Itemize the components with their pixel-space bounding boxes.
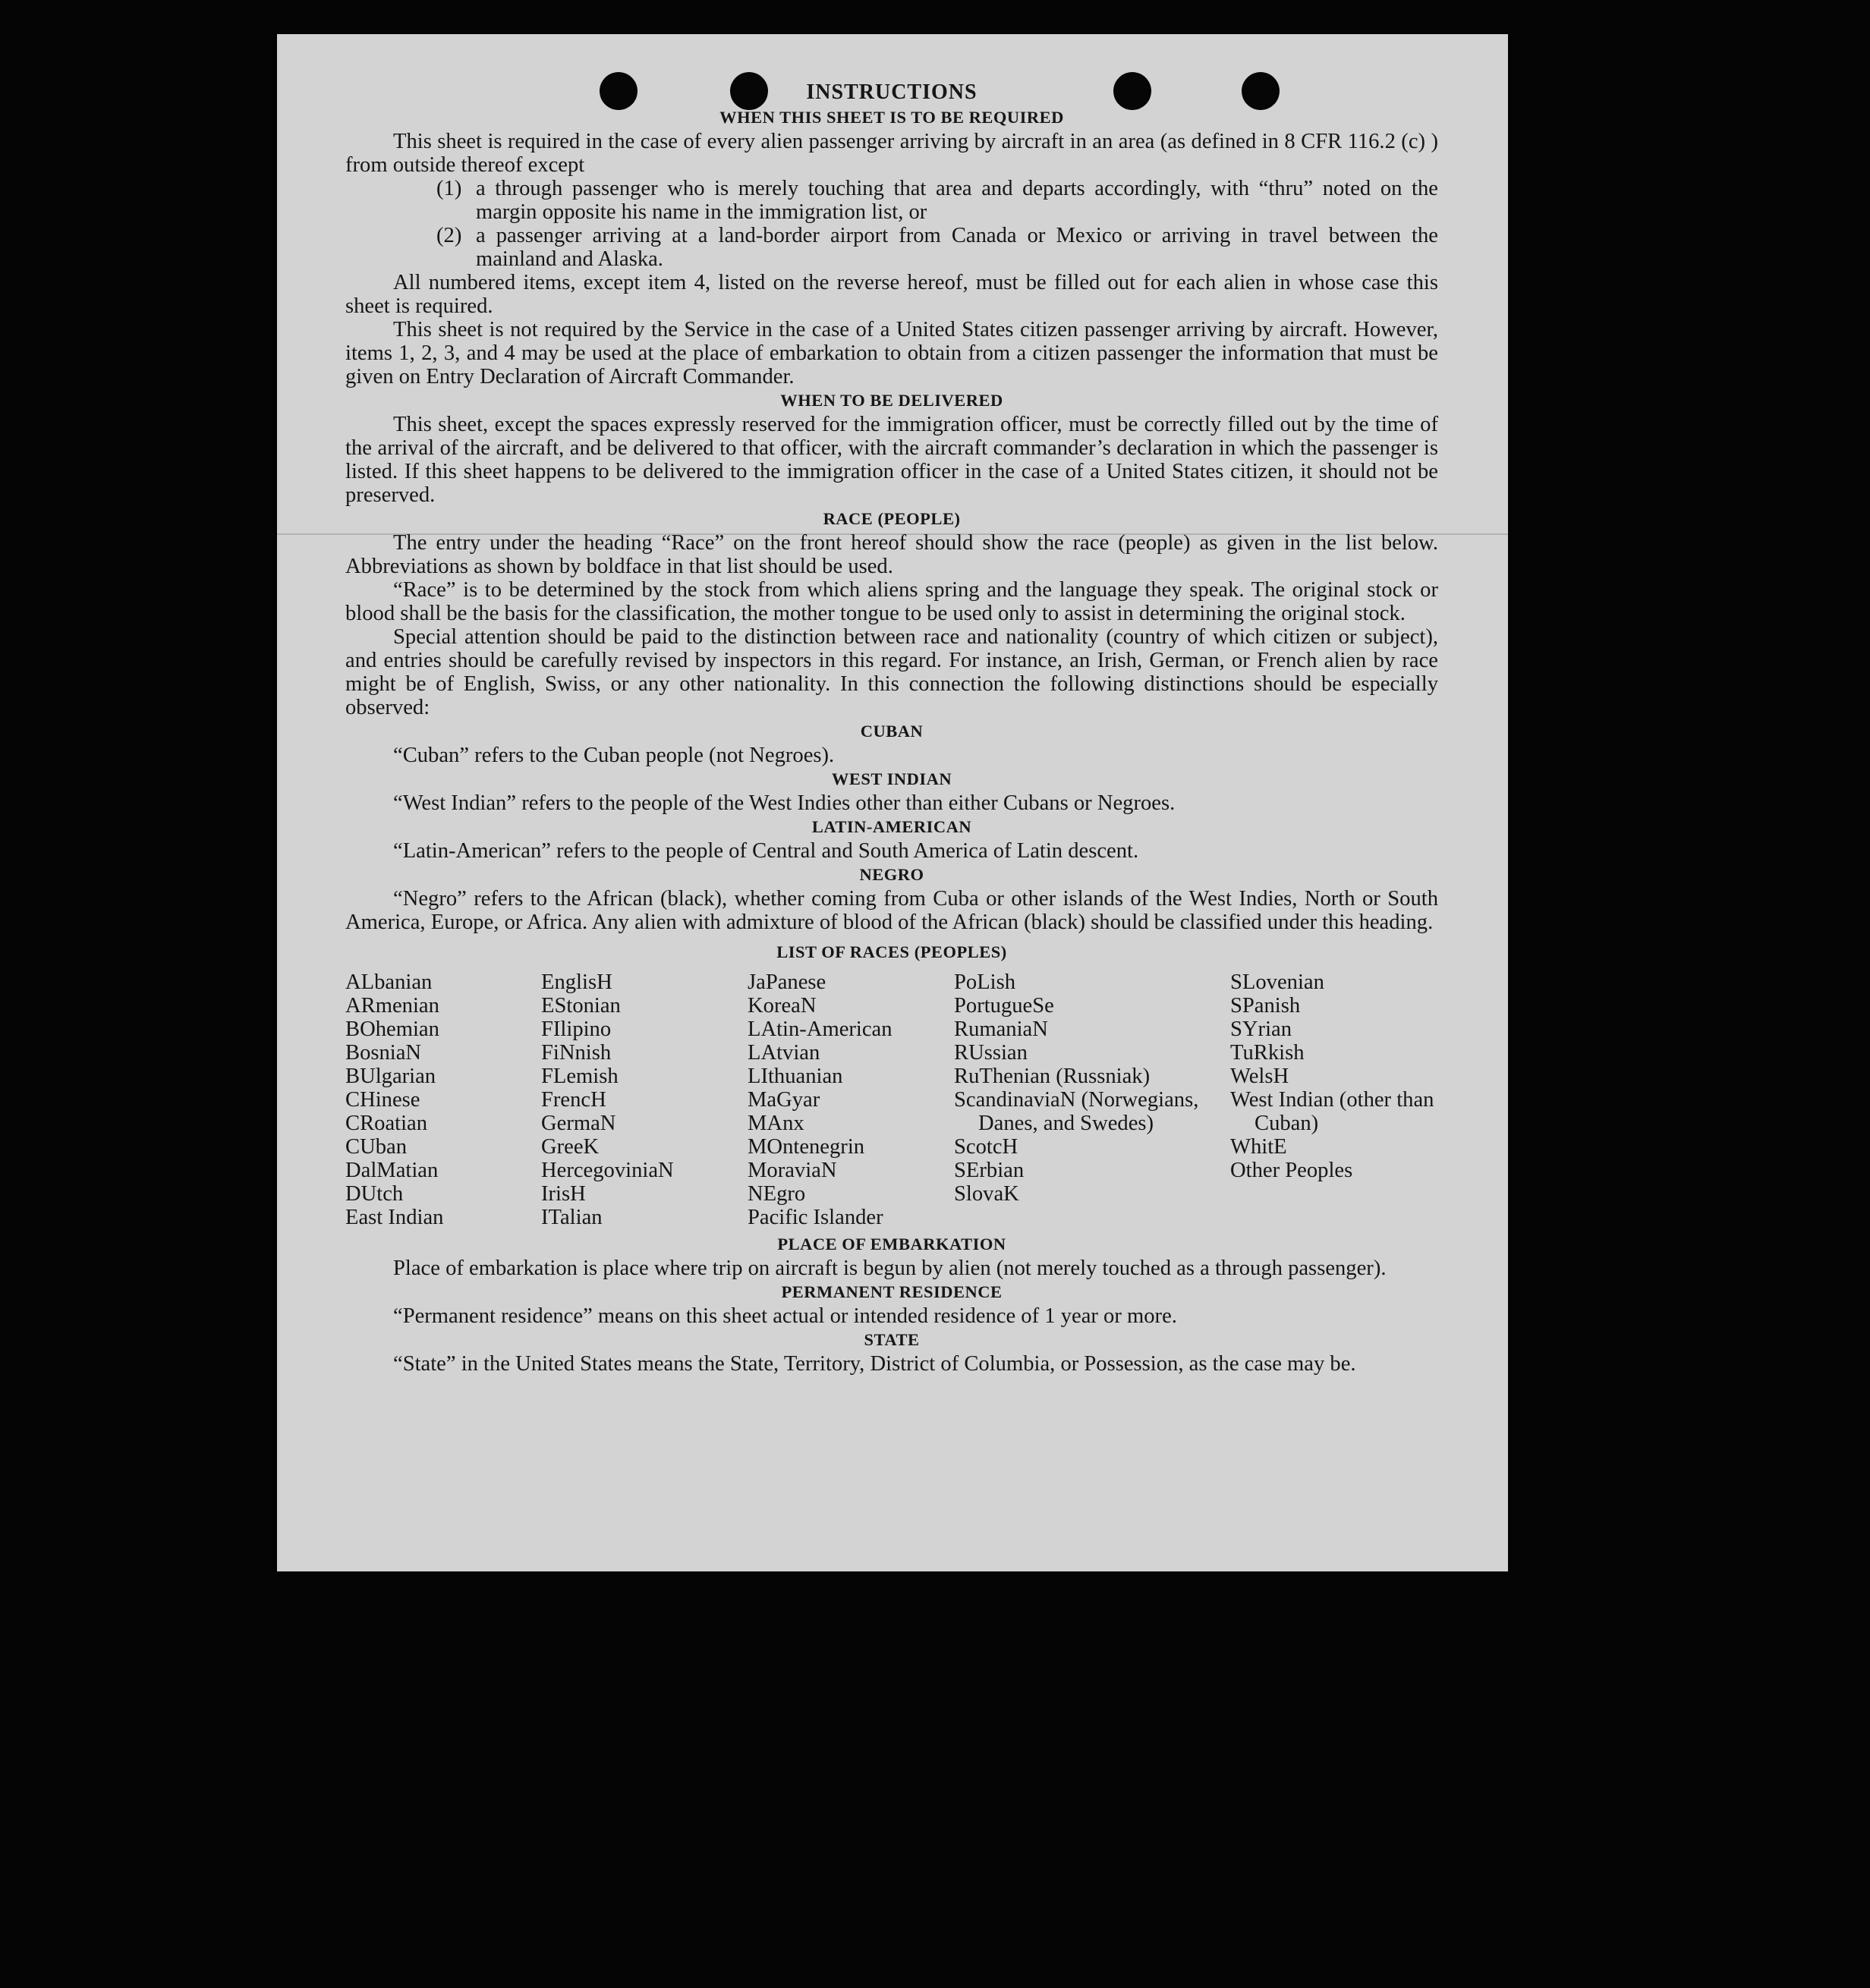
sheet-content [345, 80, 1438, 1376]
race-entry: Pacific Islander [748, 1206, 883, 1229]
race-entry: EStonian [541, 994, 621, 1018]
race-entry: MoraviaN [748, 1159, 837, 1182]
race-entry: ARmenian [345, 994, 439, 1018]
race-entry: ALbanian [345, 970, 433, 994]
paragraph-race-stock: “Race” is to be determined by the stock from which aliens spring and the language they speak. The original stock or blood shall be the basis for the classification, the mother tongue to be used only to assist in determining the original stock. [345, 578, 1438, 625]
race-entry: HercegoviniaN [541, 1159, 674, 1182]
distinction-heading: LATIN-AMERICAN [811, 817, 972, 836]
races-list [345, 970, 1438, 1229]
race-entry: CUban [345, 1135, 408, 1159]
races-column [748, 970, 954, 1229]
race-entry: SErbian [954, 1159, 1025, 1182]
section-heading-state: STATE [864, 1330, 920, 1349]
races-list-heading: LIST OF RACES (PEOPLES) [776, 942, 1007, 961]
section-heading-required: WHEN THIS SHEET IS TO BE REQUIRED [719, 108, 1064, 127]
race-entry: WelsH [1230, 1065, 1289, 1088]
race-entry: BUlgarian [345, 1065, 436, 1088]
race-entry: CHinese [345, 1088, 420, 1112]
race-entry: PortugueSe [954, 994, 1054, 1018]
paragraph-state: “State” in the United States means the State, Territory, District of Columbia, or Possession, as the case may be. [393, 1352, 1356, 1376]
section-heading-embarkation: PLACE OF EMBARKATION [777, 1235, 1006, 1254]
race-entry: DalMatian [345, 1159, 439, 1182]
race-entry: NEgro [748, 1182, 806, 1206]
race-entry: CRoatian [345, 1112, 428, 1135]
instruction-sheet [277, 34, 1508, 1571]
exception-text: a passenger arriving at a land-border airport from Canada or Mexico or arriving in travel between the mainland and Alaska. [476, 224, 1438, 271]
distinction-heading: CUBAN [860, 722, 924, 741]
race-entry: GreeK [541, 1135, 600, 1159]
race-entry: TuRkish [1230, 1041, 1305, 1065]
races-column [345, 970, 541, 1229]
race-entry: SYrian [1230, 1018, 1292, 1041]
exception-text: a through passenger who is merely touching that area and departs accordingly, with “thru” noted on the margin opposite his name in the immigration list, or [476, 177, 1438, 224]
paragraph-numbered-items: All numbered items, except item 4, listed on the reverse hereof, must be filled out for each alien in whose case this sheet is required. [345, 271, 1438, 318]
race-entry: PoLish [954, 970, 1016, 994]
race-entry: BOhemian [345, 1018, 439, 1041]
page-title: INSTRUCTIONS [806, 80, 978, 104]
paragraph-race-nationality: Special attention should be paid to the distinction between race and nationality (country of which citizen or subject), and entries should be carefully revised by inspectors in this regard. For instance, an Irish, German, or French alien by race might be of English, Swiss, or any other nationality. In this connection the following distinctions should be especially observed: [345, 625, 1438, 719]
race-entry: RUssian [954, 1041, 1028, 1065]
race-entry: SlovaK [954, 1182, 1019, 1206]
race-entry: IrisH [541, 1182, 586, 1206]
exception-item [345, 224, 1438, 271]
race-entry: RumaniaN [954, 1018, 1048, 1041]
race-entry: LAtvian [748, 1041, 820, 1065]
race-entry: BosniaN [345, 1041, 422, 1065]
race-entry: LAtin-American [748, 1018, 892, 1041]
races-column [541, 970, 748, 1229]
race-entry: JaPanese [748, 970, 826, 994]
paragraph-required: This sheet is required in the case of every alien passenger arriving by aircraft in an area (as defined in 8 CFR 116.2 (c) ) from outside thereof except [345, 130, 1438, 177]
race-entry: MOntenegrin [748, 1135, 865, 1159]
distinction-text: “Negro” refers to the African (black), whether coming from Cuba or other islands of the West Indies, North or South America, Europe, or Africa. Any alien with admixture of blood of the African (black) should be classified under this heading. [345, 887, 1438, 934]
race-entry: RuThenian (Russniak) [954, 1065, 1151, 1088]
races-column [1230, 970, 1438, 1229]
distinction-heading: NEGRO [859, 865, 924, 884]
exception-number: (1) [436, 177, 462, 200]
race-entry: SPanish [1230, 994, 1301, 1018]
distinction-text: “Cuban” refers to the Cuban people (not Negroes). [393, 744, 835, 767]
race-entry: GermaN [541, 1112, 616, 1135]
exception-item [345, 177, 1438, 224]
race-entry: KoreaN [748, 994, 817, 1018]
distinction-text: “Latin-American” refers to the people of Central and South America of Latin descent. [393, 839, 1139, 863]
paragraph-delivered: This sheet, except the spaces expressly reserved for the immigration officer, must be correctly filled out by the time of the arrival of the aircraft, and be delivered to that officer, with the aircraft commander’s declaration in which the passenger is listed. If this sheet happens to be delivered to the immigration officer in the case of a United States citizen, it should not be preserved. [345, 413, 1438, 507]
section-heading-race: RACE (PEOPLE) [823, 509, 961, 528]
race-entry: FrencH [541, 1088, 606, 1112]
race-entry: ScotcH [954, 1135, 1018, 1159]
race-entry: East Indian [345, 1206, 444, 1229]
exception-number: (2) [436, 224, 462, 247]
race-entry: WhitE [1230, 1135, 1287, 1159]
race-entry: EnglisH [541, 970, 612, 994]
race-entry: LIthuanian [748, 1065, 843, 1088]
section-heading-delivered: WHEN TO BE DELIVERED [780, 391, 1003, 410]
race-entry: FLemish [541, 1065, 619, 1088]
section-heading-residence: PERMANENT RESIDENCE [781, 1282, 1003, 1301]
distinction-heading: WEST INDIAN [831, 769, 952, 788]
race-entry: FIlipino [541, 1018, 612, 1041]
paragraph-embarkation: Place of embarkation is place where trip on aircraft is begun by alien (not merely touched as a through passenger). [393, 1257, 1387, 1280]
race-entry: Other Peoples [1230, 1159, 1353, 1182]
distinction-text: “West Indian” refers to the people of the West Indies other than either Cubans or Negroes. [393, 791, 1176, 815]
paragraph-race-entry: The entry under the heading “Race” on the front hereof should show the race (people) as given in the list below. Abbreviations as shown by boldface in that list should be used. [345, 531, 1438, 578]
race-entry: MAnx [748, 1112, 804, 1135]
race-entry: FiNnish [541, 1041, 612, 1065]
race-entry: SLovenian [1230, 970, 1324, 994]
race-entry: MaGyar [748, 1088, 820, 1112]
paragraph-citizen: This sheet is not required by the Service in the case of a United States citizen passenger arriving by aircraft. However, items 1, 2, 3, and 4 may be used at the place of embarkation to obtain from a citizen passenger the information that must be given on Entry Declaration of Aircraft Commander. [345, 318, 1438, 388]
races-column [954, 970, 1230, 1229]
race-entry: ITalian [541, 1206, 603, 1229]
paragraph-residence: “Permanent residence” means on this sheet actual or intended residence of 1 year or more. [393, 1304, 1177, 1328]
race-entry: West Indian (other than Cuban) [1230, 1088, 1434, 1135]
race-entry: DUtch [345, 1182, 404, 1206]
race-entry: ScandinaviaN (Norwegians, Danes, and Swedes) [954, 1088, 1199, 1135]
